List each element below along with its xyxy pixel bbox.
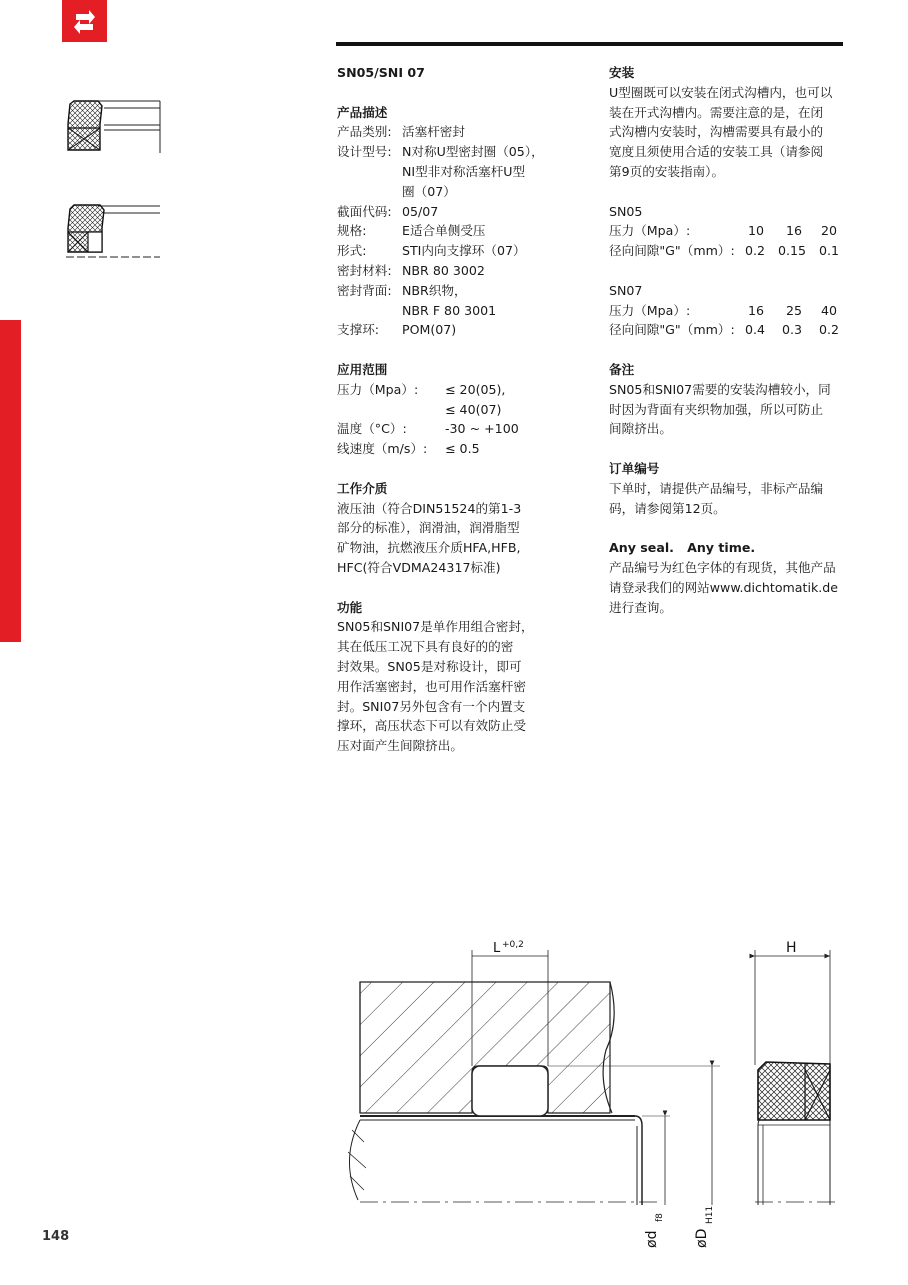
dim-h-label: H xyxy=(786,940,797,956)
application-label: 线速度（m/s）: xyxy=(337,441,428,457)
header-rule xyxy=(336,42,843,46)
description-row xyxy=(337,281,557,321)
media-line: 部分的标准），润滑油，润滑脂型 xyxy=(337,520,520,536)
sn07-pressure-value: 40 xyxy=(820,302,838,318)
sn05-pressure-value: 20 xyxy=(820,223,838,239)
seal-profile-thumbnail-sn05 xyxy=(60,98,164,158)
description-row xyxy=(337,320,557,340)
function-heading: 功能 xyxy=(337,599,363,615)
description-label: 截面代码: xyxy=(337,203,392,219)
function-line: 用作活塞密封，也可用作活塞杆密 xyxy=(337,678,526,694)
seal-profile-thumbnail-sni07 xyxy=(60,200,164,260)
left-column xyxy=(337,63,557,756)
function-line: 封效果。SN05是对称设计，即可 xyxy=(337,658,522,674)
description-value-line: POM(07) xyxy=(402,322,457,338)
sn05-gap-row xyxy=(609,241,845,261)
media-heading: 工作介质 xyxy=(337,480,388,496)
function-line: 其在低压工况下具有良好的的密 xyxy=(337,639,514,655)
media-line: 矿物油，抗燃液压介质HFA,HFB, xyxy=(337,540,521,556)
description-value xyxy=(402,320,557,340)
description-value-line: E适合单侧受压 xyxy=(402,223,486,239)
description-value-line: STI内向支撑环（07） xyxy=(402,243,526,259)
remarks-heading: 备注 xyxy=(609,361,635,377)
right-column xyxy=(609,63,845,617)
brand-logo xyxy=(62,0,107,42)
application-value-line: ≤ 0.5 xyxy=(445,441,480,457)
installation-text xyxy=(609,83,845,182)
application-row xyxy=(337,380,557,420)
description-list xyxy=(337,122,557,340)
application-heading: 应用范围 xyxy=(337,361,388,377)
sn05-gap-label: 径向间隙"G"（mm）: xyxy=(609,243,735,259)
application-row xyxy=(337,419,557,439)
ordering-line: 码，请参阅第12页。 xyxy=(609,500,726,516)
remarks-text xyxy=(609,380,845,439)
description-value-line: 活塞杆密封 xyxy=(402,124,465,140)
description-value-line: 圈（07） xyxy=(402,183,456,199)
application-value xyxy=(445,380,557,420)
description-label: 密封材料: xyxy=(337,262,392,278)
description-value-line: NBR F 80 3001 xyxy=(402,302,497,318)
section-marker-bar xyxy=(0,320,21,642)
function-line: 封。SNI07另外包含有一个内置支 xyxy=(337,698,526,714)
sn05-gap-value: 0.1 xyxy=(818,243,840,259)
application-row xyxy=(337,439,557,459)
description-row xyxy=(337,261,557,281)
dim-D-label: øD xyxy=(694,1228,710,1248)
description-value xyxy=(402,221,557,241)
description-value xyxy=(402,281,557,321)
installation-drawing xyxy=(330,930,850,1250)
application-label: 压力（Mpa）: xyxy=(337,381,419,397)
sn07-pressure-label: 压力（Mpa）: xyxy=(609,302,691,318)
application-value-line: ≤ 20(05), xyxy=(445,381,506,397)
description-value-line: 05/07 xyxy=(402,203,439,219)
page-number: 148 xyxy=(42,1229,70,1244)
description-value-line: N对称U型密封圈（05）， xyxy=(402,144,544,160)
remarks-line: 时因为背面有夹织物加强，所以可防止 xyxy=(609,401,824,417)
sn05-gap-value: 0.2 xyxy=(744,243,766,259)
description-value-line: NBR织物， xyxy=(402,282,467,298)
description-label: 密封背面: xyxy=(337,282,392,298)
application-label: 温度（°C）: xyxy=(337,421,407,437)
installation-line: 装在开式沟槽内。需要注意的是，在闭 xyxy=(609,104,824,120)
dim-d-tolerance: f8 xyxy=(655,1213,665,1222)
description-label: 产品类别: xyxy=(337,124,392,140)
ordering-text xyxy=(609,479,845,519)
media-line: 液压油（符合DIN51524的第1-3 xyxy=(337,500,522,516)
application-value xyxy=(445,439,557,459)
installation-line: 第9页的安装指南）。 xyxy=(609,163,725,179)
description-row xyxy=(337,241,557,261)
arrows-exchange-icon xyxy=(62,0,107,42)
installation-heading: 安装 xyxy=(609,65,635,80)
description-value xyxy=(402,261,557,281)
sn05-pressure-value: 10 xyxy=(747,223,765,239)
any-seal-heading: Any seal. Any time. xyxy=(609,540,756,556)
function-line: 撑环，高压状态下可以有效防止受 xyxy=(337,718,526,734)
function-line: SN05和SNI07是单作用组合密封， xyxy=(337,619,534,635)
installation-line: 式沟槽内安装时，沟槽需要具有最小的 xyxy=(609,124,824,140)
sn07-pressure-value: 25 xyxy=(785,302,803,318)
sn07-name: SN07 xyxy=(609,282,643,298)
media-text xyxy=(337,499,557,578)
sn07-gap-value: 0.2 xyxy=(818,322,840,338)
description-value xyxy=(402,122,557,142)
ordering-line: 下单时，请提供产品编号，非标产品编 xyxy=(609,480,824,496)
dim-D-tolerance: H11 xyxy=(705,1205,715,1224)
product-title: SN05/SNI 07 xyxy=(337,65,425,80)
sn05-name: SN05 xyxy=(609,203,643,219)
application-value xyxy=(445,419,557,439)
function-text xyxy=(337,617,557,756)
sn07-pressure-value: 16 xyxy=(747,302,765,318)
sn07-pressure-row xyxy=(609,301,845,321)
any-seal-line: 产品编号为红色字体的有现货，其他产品 xyxy=(609,559,836,575)
remarks-line: SN05和SNI07需要的安装沟槽较小，同 xyxy=(609,381,831,397)
dim-l-label: L xyxy=(493,941,501,956)
any-seal-line: 进行查询。 xyxy=(609,599,672,615)
sn07-gap-value: 0.3 xyxy=(781,322,803,338)
application-value-line: ≤ 40(07) xyxy=(445,401,502,417)
dim-l-tolerance: +0,2 xyxy=(502,940,524,950)
description-value-line: NBR 80 3002 xyxy=(402,262,485,278)
description-value-line: NI型非对称活塞杆U型 xyxy=(402,163,526,179)
application-list xyxy=(337,380,557,459)
description-row xyxy=(337,142,557,201)
sn05-pressure-row xyxy=(609,221,845,241)
description-label: 规格: xyxy=(337,223,367,239)
sn07-gap-value: 0.4 xyxy=(744,322,766,338)
sn07-gap-label: 径向间隙"G"（mm）: xyxy=(609,322,735,338)
installation-line: 宽度且须使用合适的安装工具（请参阅 xyxy=(609,144,824,160)
sn05-pressure-value: 16 xyxy=(785,223,803,239)
function-line: 压对面产生间隙挤出。 xyxy=(337,738,463,754)
description-value xyxy=(402,241,557,261)
description-row xyxy=(337,202,557,222)
remarks-line: 间隙挤出。 xyxy=(609,421,672,437)
media-line: HFC(符合VDMA24317标准) xyxy=(337,559,501,575)
description-value xyxy=(402,202,557,222)
description-row xyxy=(337,122,557,142)
ordering-heading: 订单编号 xyxy=(609,460,660,476)
dim-d-label: ød xyxy=(644,1230,660,1248)
description-label: 形式: xyxy=(337,243,367,259)
sn05-pressure-label: 压力（Mpa）: xyxy=(609,223,691,239)
application-value-line: -30 ~ +100 xyxy=(445,421,519,437)
description-row xyxy=(337,221,557,241)
any-seal-text xyxy=(609,558,845,617)
description-label: 设计型号: xyxy=(337,144,392,160)
description-heading: 产品描述 xyxy=(337,104,388,120)
installation-line: U型圈既可以安装在闭式沟槽内，也可以 xyxy=(609,84,833,100)
any-seal-line: 请登录我们的网站www.dichtomatik.de xyxy=(609,579,838,595)
sn05-gap-value: 0.15 xyxy=(777,243,807,259)
sn07-gap-row xyxy=(609,320,845,340)
description-label: 支撑环: xyxy=(337,322,380,338)
description-value xyxy=(402,142,557,201)
